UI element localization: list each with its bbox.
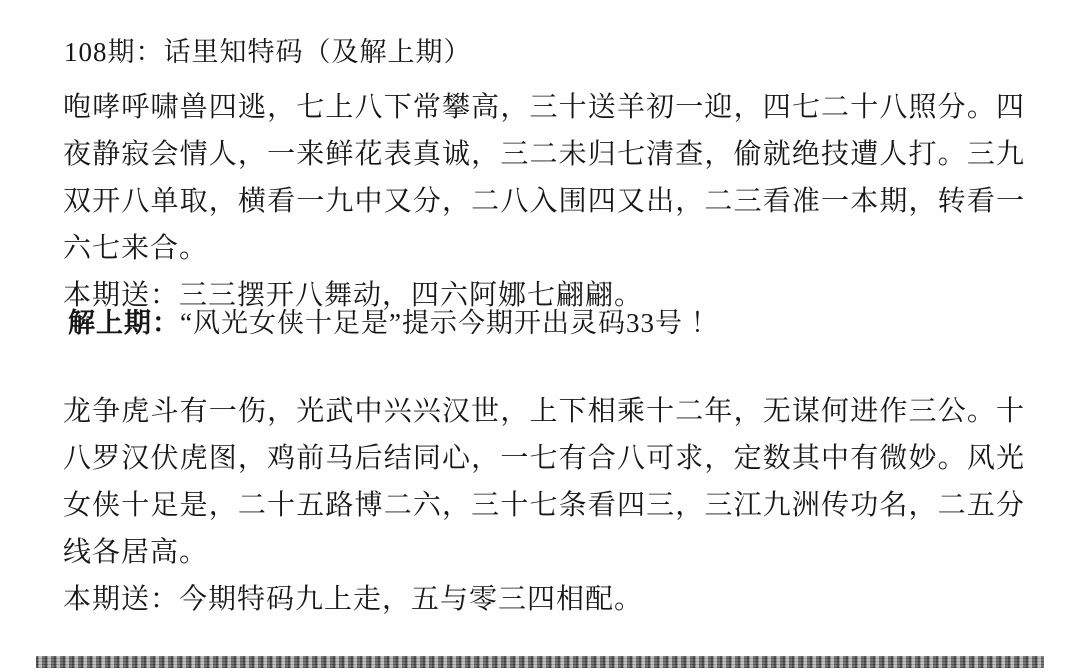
- gift-line-1: 本期送：三三摆开八舞动，四六阿娜七翩翩。: [63, 280, 644, 311]
- poem-section-1: [63, 84, 1025, 319]
- scan-artifact-strip: [36, 656, 1044, 668]
- page-title: 108期：话里知特码（及解上期）: [64, 37, 472, 67]
- poem-body-2: 龙争虎斗有一伤，光武中兴兴汉世，上下相乘十二年，无谋何进作三公。十八罗汉伏虎图，鸡前马后结同心，一七有合八可求，定数其中有微妙。风光女侠十足是，二十五路博二六，三十七条看四三，三江九洲传功名，二五分线各居高。: [63, 396, 1025, 568]
- gift-line-2: 本期送：今期特码九上走，五与零三四相配。: [63, 584, 644, 615]
- poem-body-1: 咆哮呼啸兽四逃，七上八下常攀高，三十送羊初一迎，四七二十八照分。四夜静寂会情人，一来鲜花表真诚，三二未归七清查，偷就绝技遭人打。三九双开八单取，横看一九中又分，二八入围四又出，二三看准一本期，转看一六七来合。: [63, 92, 1025, 264]
- prev-issue-hint: [68, 300, 1028, 346]
- hint-text: “风光女侠十足是”提示今期开出灵码33号 ！: [180, 308, 719, 338]
- poem-section-2: [63, 388, 1025, 623]
- hint-label: 解上期：: [68, 308, 180, 338]
